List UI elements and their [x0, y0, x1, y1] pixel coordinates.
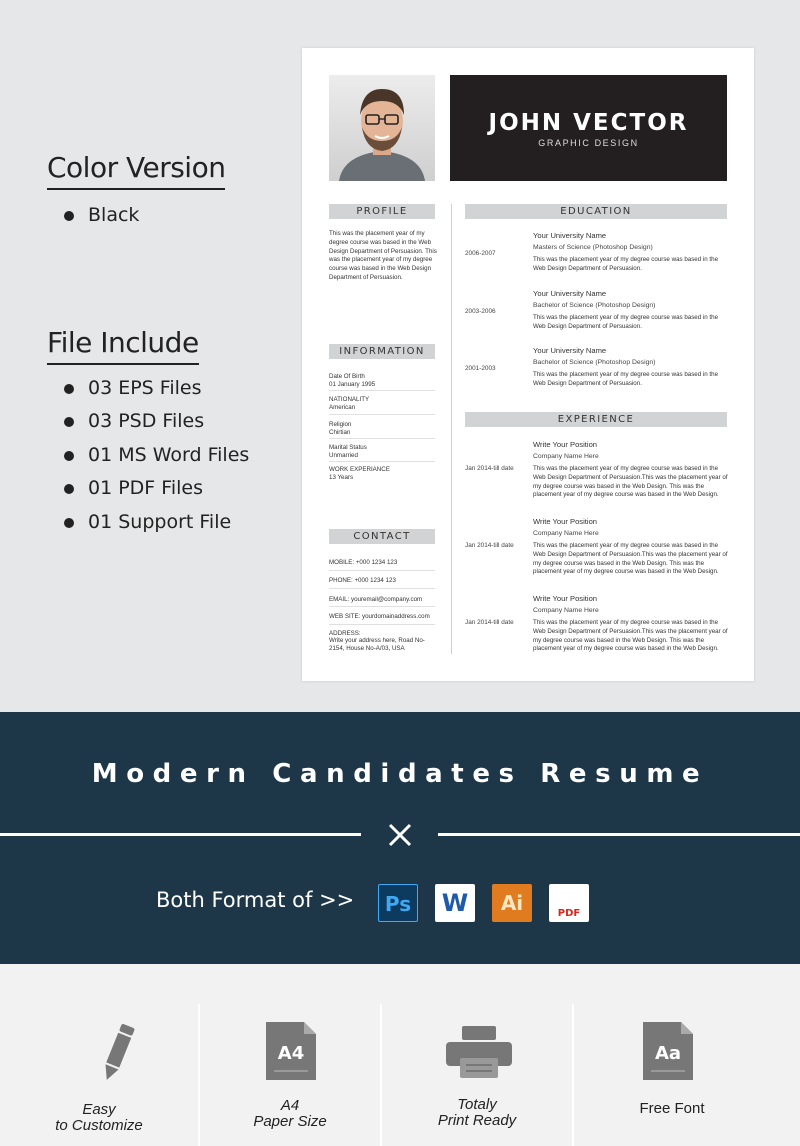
title-underline — [47, 363, 199, 365]
divider — [329, 606, 435, 607]
feature-label: A4 Paper Size — [253, 1097, 327, 1130]
info-value: Unmarried — [329, 452, 358, 459]
education-heading: EDUCATION — [465, 204, 727, 219]
contact-address: Write your address here, Road No-2154, House No-A/03, USA — [329, 637, 425, 652]
experience-description: This was the placement year of my degree course was based in the Web Design Department of Persuasion.This was the placement year of my degree course was based in the Web Design. This was the placement year of my degree course was based in the Web Design. — [533, 542, 728, 576]
education-degree: Bachelor of Science (Photoshop Design) — [533, 359, 656, 366]
column-divider — [451, 204, 452, 654]
person-photo-icon — [329, 75, 435, 181]
divider — [329, 624, 435, 625]
contact-address-label: ADDRESS: — [329, 630, 361, 637]
experience-date: Jan 2014-till date — [465, 465, 514, 472]
candidate-name: JOHN VECTOR — [488, 110, 689, 136]
info-value: Chirtian — [329, 429, 351, 436]
banner-rule-right — [438, 833, 800, 836]
file-include-list — [64, 372, 249, 539]
list-item: 01 MS Word Files — [64, 439, 249, 472]
resume-preview — [302, 48, 754, 681]
list-item: 01 PDF Files — [64, 472, 249, 505]
education-description: This was the placement year of my degree course was based in the Web Design Department of Persuasion. — [533, 371, 719, 387]
profile-photo — [329, 75, 435, 181]
contact-heading: CONTACT — [329, 529, 435, 544]
features-section — [0, 964, 800, 1146]
experience-date: Jan 2014-till date — [465, 619, 514, 626]
info-label: Religion — [329, 421, 352, 428]
education-school: Your University Name — [533, 289, 607, 298]
photoshop-icon: Ps — [378, 884, 418, 922]
candidate-role: GRAPHIC DESIGN — [538, 138, 639, 148]
feature-customize — [0, 1004, 198, 1146]
info-value: 01 January 1995 — [329, 381, 376, 388]
education-degree: Masters of Science (Photoshop Design) — [533, 244, 653, 251]
banner-headline: Modern Candidates Resume — [91, 759, 709, 789]
color-version-list — [64, 199, 139, 232]
contact-website: WEB SITE: yourdomainaddress.com — [329, 613, 430, 620]
pdf-icon: PDF — [549, 884, 589, 922]
education-date: 2003-2006 — [465, 308, 496, 315]
feature-print — [382, 1004, 572, 1146]
info-value: 13 Years — [329, 474, 354, 481]
divider — [329, 570, 435, 571]
experience-position: Write Your Position — [533, 517, 598, 526]
name-header — [450, 75, 727, 181]
file-include-title: File Include — [47, 326, 199, 365]
info-label: WORK EXPERIANCE — [329, 466, 390, 473]
education-degree: Bachelor of Science (Photoshop Design) — [533, 302, 656, 309]
education-date: 2006-2007 — [465, 250, 496, 257]
feature-label: Totaly Print Ready — [437, 1096, 517, 1129]
svg-text:Aa: Aa — [654, 1043, 682, 1064]
experience-heading: EXPERIENCE — [465, 412, 727, 427]
pencil-icon — [98, 1020, 138, 1084]
info-label: Marital Status — [329, 444, 367, 451]
education-description: This was the placement year of my degree course was based in the Web Design Department of Persuasion. — [533, 256, 719, 272]
list-item: Black — [64, 199, 139, 232]
experience-description: This was the placement year of my degree course was based in the Web Design Department of Persuasion.This was the placement year of my degree course was based in the Web Design. This was the placement year of my degree course was based in the Web Design. — [533, 465, 728, 499]
education-school: Your University Name — [533, 346, 607, 355]
banner — [0, 712, 800, 964]
divider — [329, 390, 435, 391]
a4-document-icon — [266, 1022, 316, 1080]
experience-position: Write Your Position — [533, 594, 598, 603]
experience-description: This was the placement year of my degree course was based in the Web Design Department of Persuasion.This was the placement year of my degree course was based in the Web Design. This was the placement year of my degree course was based in the Web Design. — [533, 619, 728, 653]
info-label: NATIONALITY — [329, 396, 370, 403]
experience-date: Jan 2014-till date — [465, 542, 514, 549]
experience-company: Company Name Here — [533, 607, 599, 614]
list-item: 03 EPS Files — [64, 372, 249, 405]
illustrator-icon: Ai — [492, 884, 532, 922]
experience-position: Write Your Position — [533, 440, 598, 449]
experience-company: Company Name Here — [533, 530, 599, 537]
contact-phone: PHONE: +000 1234 123 — [329, 577, 396, 584]
contact-mobile: MOBILE: +000 1234 123 — [329, 559, 398, 566]
info-label: Date Of Birth — [329, 373, 365, 380]
divider — [329, 438, 435, 439]
divider — [329, 414, 435, 415]
printer-icon — [446, 1026, 512, 1078]
cross-icon — [385, 820, 415, 850]
info-value: American — [329, 404, 356, 411]
profile-heading: PROFILE — [329, 204, 435, 219]
feature-a4 — [200, 1004, 380, 1146]
divider — [329, 461, 435, 462]
education-description: This was the placement year of my degree course was based in the Web Design Department of Persuasion. — [533, 314, 719, 330]
feature-label: Easy to Customize — [55, 1101, 143, 1134]
information-heading: INFORMATION — [329, 344, 435, 359]
contact-email: EMAIL: youremail@company.com — [329, 596, 423, 603]
education-date: 2001-2003 — [465, 365, 496, 372]
font-document-icon — [643, 1022, 693, 1080]
word-icon: W — [435, 884, 475, 922]
feature-font — [574, 1004, 770, 1146]
svg-text:A4: A4 — [277, 1043, 305, 1064]
experience-company: Company Name Here — [533, 453, 599, 460]
feature-label: Free Font — [639, 1100, 705, 1117]
divider — [329, 588, 435, 589]
title-underline — [47, 188, 225, 190]
education-school: Your University Name — [533, 231, 607, 240]
profile-text: This was the placement year of my degree course was based in the Web Design Department of Persuasion. This was the placement year of my degree course was based in the Web Design Department of Persuasion. — [329, 230, 437, 281]
banner-rule-left — [0, 833, 361, 836]
list-item: 01 Support File — [64, 506, 249, 539]
color-version-title: Color Version — [47, 151, 225, 190]
list-item: 03 PSD Files — [64, 405, 249, 438]
formats-label: Both Format of >> — [156, 888, 355, 912]
